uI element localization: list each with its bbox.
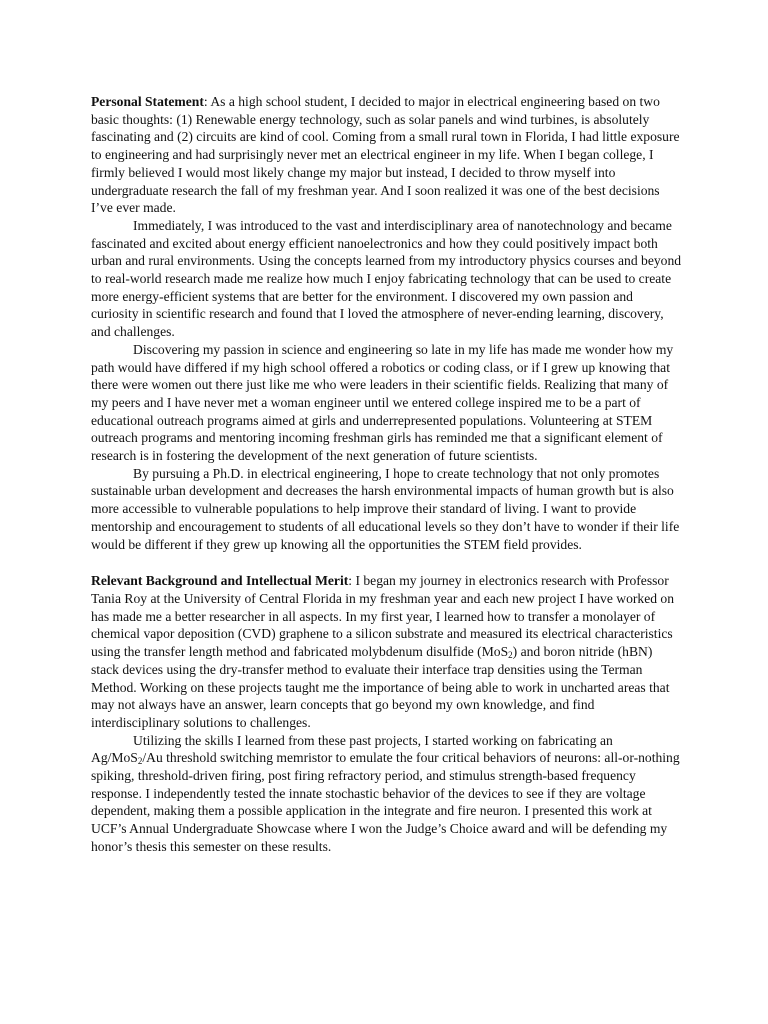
background-paragraph-2 [91,732,683,856]
background-text-1b: ) and boron nitride (hBN) stack devices using the dry-transfer method to evaluate their interface trap densities using the Terman Method. Working on these projects taught me the importance of being able to work in uncharted areas that may not always have an answer, learn concepts that go beyond my own knowledge, and find interdisciplinary solutions to challenges. [91,644,670,730]
mos2-subscript: 2 [508,650,513,661]
background-text-2a: Utilizing the skills I learned from these past projects, I started working on fabricating an Ag/MoS [91,732,613,766]
document-page [91,93,683,856]
personal-statement-paragraph-4: By pursuing a Ph.D. in electrical engineering, I hope to create technology that not only promotes sustainable urban development and decreases the harsh environmental impacts of human growth but is also more accessible to vulnerable populations to help improve their standard of living. I want to provide mentorship and encouragement to students of all educational levels so they don’t have to wonder if their life would be different if they grew up knowing all the opportunities the STEM field provides. [91,465,680,552]
background-heading: Relevant Background and Intellectual Merit [91,573,349,589]
personal-statement-text-1: : As a high school student, I decided to major in electrical engineering based on two basic thoughts: (1) Renewable energy technology, such as solar panels and wind turbines, is absolutely fascinating and (2) circuits are kind of cool. Coming from a small rural town in Florida, I had little exposure to engineering and had surprisingly never met an electrical engineer in my life. When I began college, I firmly believed I would most likely change my major but instead, I decided to throw myself into undergraduate research the fall of my freshman year. And I soon realized it was one of the best decisions I’ve ever made. [91,94,680,216]
personal-statement-heading: Personal Statement [91,94,204,109]
mos2-subscript-2: 2 [137,756,143,767]
background-text-1a: : I began my journey in electronics research with Professor Tania Roy at the University of Central Florida in my freshman year and each new project I have worked on has made me a better researcher in all aspects. In my first year, I learned how to transfer a monolayer of chemical vapor deposition (CVD) graphene to a silicon substrate and measured its electrical characteristics using the transfer length method and fabricated molybdenum disulfide (MoS [91,573,675,660]
section-spacer [91,553,683,572]
background-text-2b: /Au threshold switching memristor to emulate the four critical behaviors of neurons: all-or-nothing spiking, threshold-driven firing, post firing refractory period, and stimulus strength-based frequency response. I independently tested the innate stochastic behavior of the devices to see if they are voltage dependent, making them a possible application in the integrate and fire neuron. I presented this work at UCF’s Annual Undergraduate Showcase where I won the Judge’s Choice award and will be defending my honor’s thesis this semester on these results. [91,750,680,854]
personal-statement-paragraph-2: Immediately, I was introduced to the vast and interdisciplinary area of nanotechnology and became fascinated and excited about energy efficient nanoelectronics and how they could positively impact both urban and rural environments. Using the concepts learned from my introductory physics courses and beyond to real-world research made me realize how much I enjoy fabricating technology that can be used to create more energy-efficient systems that are better for the environment. I discovered my own passion and curiosity in scientific research and found that I loved the atmosphere of never-ending learning, discovery, and challenges. [91,217,682,340]
personal-statement-paragraph-3: Discovering my passion in science and engineering so late in my life has made me wonder how my path would have differed if my high school offered a robotics or coding class, or if I grew up knowing that there were women out there just like me who were leaders in their scientific fields. Realizing that many of my peers and I have never met a woman engineer until we entered college inspired me to be a part of educational outreach programs aimed at girls and underrepresented populations. Volunteering at STEM outreach programs and mentoring incoming freshman girls has reminded me that a significant element of research is in fostering the development of the next generation of future scientists. [91,341,674,464]
background-paragraph-1 [91,572,683,731]
personal-statement-paragraph-1 [91,93,683,217]
